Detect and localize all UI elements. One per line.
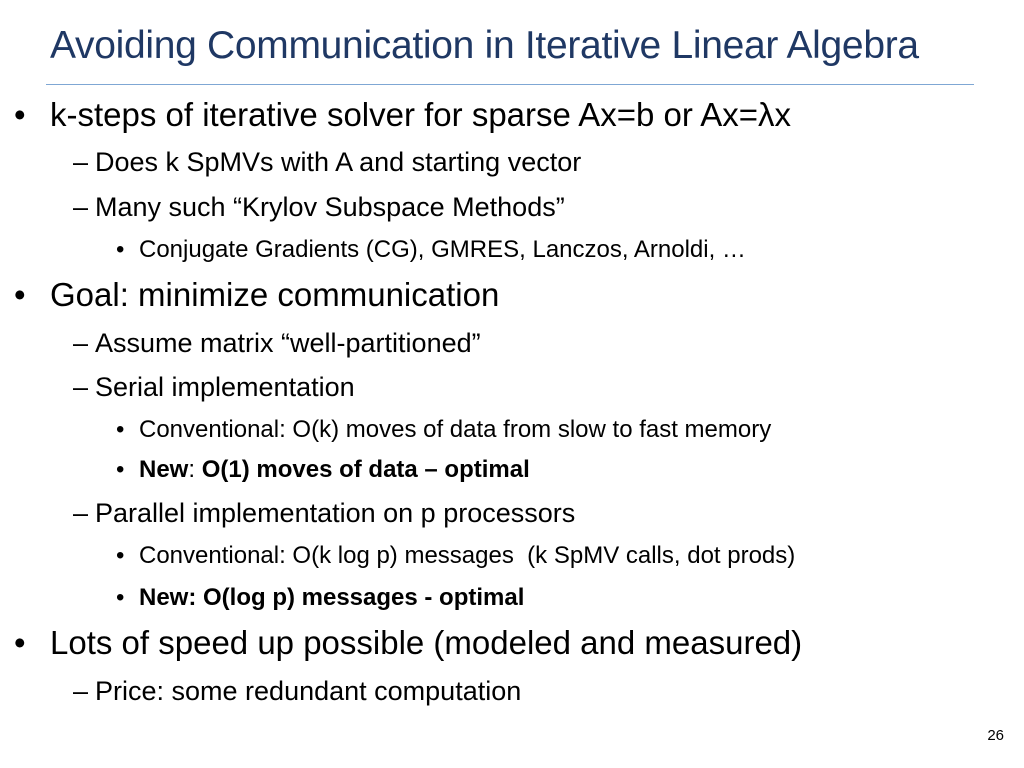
bullet-dot-icon: • — [116, 456, 125, 483]
sub-item-serial — [73, 372, 355, 403]
bullet-dot-icon: • — [116, 542, 125, 569]
bullet-dash-icon: – — [73, 192, 89, 222]
bullet-item-speedup — [14, 624, 802, 662]
sub-item-price — [73, 676, 521, 707]
bullet-dot-icon: • — [116, 416, 125, 443]
title-divider — [46, 84, 974, 85]
bullet-text: Serial implementation — [95, 372, 355, 402]
bullet-text: Conjugate Gradients (CG), GMRES, Lanczos, Arnoldi, … — [139, 236, 746, 263]
bullet-dash-icon: – — [73, 147, 89, 177]
bullet-dot-icon: • — [14, 276, 26, 313]
bullet-text: Price: some redundant computation — [95, 676, 522, 706]
bullet-item-krylov-steps — [14, 96, 791, 134]
bullet-dot-icon: • — [116, 584, 125, 611]
bullet-text: Conventional: O(k log p) messages (k SpMV calls, dot prods) — [139, 542, 796, 569]
bullet-text: Parallel implementation on p processors — [95, 498, 576, 528]
sub-item-spmvs — [73, 147, 581, 178]
bullet-dot-icon: • — [14, 624, 26, 661]
bullet-text: New: O(log p) messages - optimal — [139, 584, 525, 611]
sub-sub-item-serial-conventional — [116, 416, 771, 444]
separator-text: : — [188, 456, 202, 483]
bullet-dot-icon: • — [116, 236, 125, 263]
new-label: New — [139, 456, 189, 483]
bullet-text: Goal: minimize communication — [50, 276, 500, 313]
bullet-dash-icon: – — [73, 676, 89, 706]
sub-item-well-partitioned — [73, 328, 481, 359]
bullet-dash-icon: – — [73, 372, 89, 402]
bullet-item-goal — [14, 276, 499, 314]
bullet-text: Assume matrix “well-partitioned” — [95, 328, 481, 358]
sub-item-parallel — [73, 498, 575, 529]
bullet-dash-icon: – — [73, 498, 89, 528]
sub-sub-item-methods-list — [116, 236, 746, 264]
bullet-text: Lots of speed up possible (modeled and measured) — [50, 624, 803, 661]
slide-title: Avoiding Communication in Iterative Linear Algebra — [50, 24, 919, 67]
sub-sub-item-parallel-conventional — [116, 542, 795, 570]
sub-sub-item-serial-new — [116, 456, 530, 484]
bullet-text: O(1) moves of data – optimal — [201, 456, 530, 483]
bullet-dot-icon: • — [14, 96, 26, 133]
bullet-text: Conventional: O(k) moves of data from slow to fast memory — [139, 416, 772, 443]
bullet-text: Many such “Krylov Subspace Methods” — [95, 192, 565, 222]
bullet-text: k-steps of iterative solver for sparse Ax=b or Ax=λx — [50, 96, 791, 133]
sub-sub-item-parallel-new — [116, 584, 524, 612]
bullet-text: Does k SpMVs with A and starting vector — [95, 147, 582, 177]
page-number: 26 — [987, 727, 1004, 744]
sub-item-krylov-methods — [73, 192, 565, 223]
bullet-dash-icon: – — [73, 328, 89, 358]
